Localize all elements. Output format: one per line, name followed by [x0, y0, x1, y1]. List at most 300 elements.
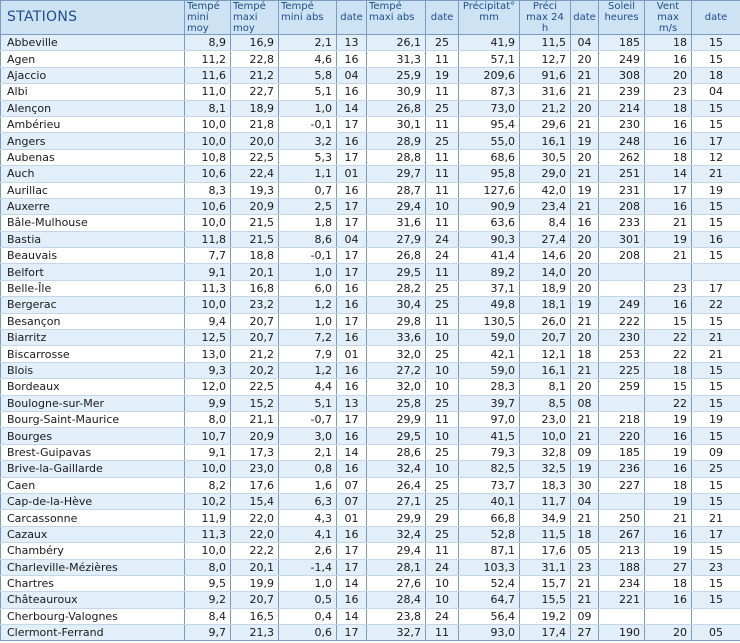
header-precip-max-24h: Préci max 24 h — [520, 1, 571, 35]
cell-temp-max-avg: 22,5 — [231, 379, 279, 395]
cell-sunshine-hours: 231 — [599, 182, 645, 198]
cell-sunshine-hours — [599, 493, 645, 509]
cell-temp-max-abs: 32,7 — [367, 625, 426, 641]
cell-wind-max: 17 — [645, 182, 692, 198]
cell-date-precip: 20 — [571, 100, 599, 116]
cell-date-precip: 21 — [571, 84, 599, 100]
table-row — [1, 510, 740, 526]
cell-precipitation: 59,0 — [459, 362, 520, 378]
header-sunshine: Soleil heures — [599, 1, 645, 35]
cell-date-max: 11 — [426, 264, 459, 280]
cell-sunshine-hours: 267 — [599, 526, 645, 542]
cell-sunshine-hours — [599, 264, 645, 280]
cell-station-name: Biscarrosse — [1, 346, 185, 362]
table-row — [1, 575, 740, 591]
cell-temp-max-avg: 22,4 — [231, 166, 279, 182]
cell-temp-min-avg: 10,0 — [185, 133, 231, 149]
cell-date-wind: 15 — [692, 575, 740, 591]
cell-date-wind: 15 — [692, 116, 740, 132]
cell-precipitation: 95,8 — [459, 166, 520, 182]
cell-wind-max: 21 — [645, 215, 692, 231]
cell-precipitation: 52,4 — [459, 575, 520, 591]
cell-temp-max-abs: 27,2 — [367, 362, 426, 378]
cell-precip-max-24h: 11,7 — [520, 493, 571, 509]
cell-date-precip: 04 — [571, 35, 599, 51]
cell-precipitation: 87,1 — [459, 543, 520, 559]
cell-precipitation: 103,3 — [459, 559, 520, 575]
cell-station-name: Ajaccio — [1, 67, 185, 83]
cell-sunshine-hours: 214 — [599, 100, 645, 116]
cell-precipitation: 93,0 — [459, 625, 520, 641]
cell-station-name: Besançon — [1, 313, 185, 329]
cell-date-min: 17 — [337, 198, 367, 214]
cell-precip-max-24h: 23,0 — [520, 411, 571, 427]
cell-date-precip: 27 — [571, 625, 599, 641]
cell-temp-max-abs: 32,0 — [367, 346, 426, 362]
cell-date-max: 11 — [426, 149, 459, 165]
cell-temp-min-avg: 8,4 — [185, 608, 231, 624]
cell-wind-max: 22 — [645, 395, 692, 411]
cell-temp-max-avg: 16,8 — [231, 280, 279, 296]
cell-sunshine-hours: 239 — [599, 84, 645, 100]
cell-temp-min-avg: 9,2 — [185, 592, 231, 608]
cell-date-min: 17 — [337, 625, 367, 641]
cell-precip-max-24h: 16,1 — [520, 362, 571, 378]
cell-temp-max-avg: 17,3 — [231, 444, 279, 460]
cell-temp-max-avg: 22,8 — [231, 51, 279, 67]
cell-station-name: Abbeville — [1, 35, 185, 51]
cell-date-max: 11 — [426, 166, 459, 182]
cell-date-wind: 19 — [692, 411, 740, 427]
cell-sunshine-hours: 262 — [599, 149, 645, 165]
cell-date-min: 17 — [337, 313, 367, 329]
cell-temp-min-avg: 11,8 — [185, 231, 231, 247]
cell-date-wind: 15 — [692, 395, 740, 411]
cell-date-max: 24 — [426, 248, 459, 264]
cell-date-wind: 15 — [692, 493, 740, 509]
cell-temp-max-avg: 20,1 — [231, 264, 279, 280]
cell-station-name: Bastia — [1, 231, 185, 247]
cell-date-min: 16 — [337, 592, 367, 608]
cell-sunshine-hours: 230 — [599, 116, 645, 132]
cell-temp-max-abs: 29,9 — [367, 510, 426, 526]
cell-temp-max-avg: 21,2 — [231, 67, 279, 83]
cell-temp-max-avg: 20,7 — [231, 592, 279, 608]
cell-date-wind: 15 — [692, 313, 740, 329]
cell-date-min: 17 — [337, 543, 367, 559]
cell-precipitation: 127,6 — [459, 182, 520, 198]
cell-station-name: Cazaux — [1, 526, 185, 542]
cell-temp-max-abs: 27,6 — [367, 575, 426, 591]
cell-date-max: 25 — [426, 493, 459, 509]
cell-temp-min-avg: 10,0 — [185, 543, 231, 559]
cell-temp-max-abs: 23,8 — [367, 608, 426, 624]
cell-wind-max: 18 — [645, 100, 692, 116]
table-row — [1, 51, 740, 67]
cell-precipitation: 90,9 — [459, 198, 520, 214]
cell-station-name: Bergerac — [1, 297, 185, 313]
cell-date-precip: 18 — [571, 346, 599, 362]
cell-wind-max: 20 — [645, 67, 692, 83]
cell-precipitation: 39,7 — [459, 395, 520, 411]
cell-precipitation: 52,8 — [459, 526, 520, 542]
cell-precipitation: 97,0 — [459, 411, 520, 427]
cell-temp-min-abs: 1,0 — [279, 264, 337, 280]
cell-date-wind: 15 — [692, 362, 740, 378]
cell-precip-max-24h: 8,4 — [520, 215, 571, 231]
cell-temp-max-avg: 19,9 — [231, 575, 279, 591]
cell-sunshine-hours: 190 — [599, 625, 645, 641]
cell-date-precip: 21 — [571, 198, 599, 214]
cell-sunshine-hours: 259 — [599, 379, 645, 395]
cell-date-max: 11 — [426, 215, 459, 231]
table-row — [1, 395, 740, 411]
cell-date-precip: 20 — [571, 248, 599, 264]
cell-precip-max-24h: 26,0 — [520, 313, 571, 329]
cell-date-precip: 09 — [571, 444, 599, 460]
cell-precip-max-24h: 29,6 — [520, 116, 571, 132]
cell-sunshine-hours — [599, 608, 645, 624]
table-row — [1, 526, 740, 542]
cell-temp-min-abs: 7,2 — [279, 330, 337, 346]
cell-temp-max-avg: 22,7 — [231, 84, 279, 100]
cell-date-max: 10 — [426, 198, 459, 214]
header-temp-max-avg: Tempé maxi moy — [231, 1, 279, 35]
cell-wind-max: 18 — [645, 477, 692, 493]
cell-date-max: 11 — [426, 543, 459, 559]
cell-precipitation: 40,1 — [459, 493, 520, 509]
cell-temp-max-abs: 31,6 — [367, 215, 426, 231]
cell-temp-max-avg: 20,1 — [231, 559, 279, 575]
table-row — [1, 608, 740, 624]
cell-precipitation: 130,5 — [459, 313, 520, 329]
cell-precipitation: 73,0 — [459, 100, 520, 116]
cell-temp-min-abs: -1,4 — [279, 559, 337, 575]
cell-temp-max-avg: 15,4 — [231, 493, 279, 509]
cell-precipitation: 95,4 — [459, 116, 520, 132]
cell-wind-max: 15 — [645, 379, 692, 395]
cell-wind-max: 19 — [645, 231, 692, 247]
table-row — [1, 149, 740, 165]
cell-station-name: Boulogne-sur-Mer — [1, 395, 185, 411]
header-date-max: date — [426, 1, 459, 35]
cell-date-wind: 15 — [692, 379, 740, 395]
cell-temp-min-abs: 5,1 — [279, 395, 337, 411]
cell-temp-max-avg: 20,9 — [231, 198, 279, 214]
cell-temp-min-abs: 6,0 — [279, 280, 337, 296]
cell-precip-max-24h: 12,1 — [520, 346, 571, 362]
cell-wind-max: 14 — [645, 166, 692, 182]
cell-wind-max: 16 — [645, 428, 692, 444]
cell-station-name: Albi — [1, 84, 185, 100]
cell-date-min: 17 — [337, 264, 367, 280]
cell-date-precip: 20 — [571, 280, 599, 296]
cell-date-max: 25 — [426, 100, 459, 116]
table-row — [1, 166, 740, 182]
table-row — [1, 477, 740, 493]
cell-temp-max-abs: 25,9 — [367, 67, 426, 83]
cell-wind-max: 18 — [645, 149, 692, 165]
cell-station-name: Clermont-Ferrand — [1, 625, 185, 641]
cell-date-max: 25 — [426, 35, 459, 51]
cell-date-precip: 21 — [571, 116, 599, 132]
cell-date-min: 07 — [337, 493, 367, 509]
cell-sunshine-hours: 251 — [599, 166, 645, 182]
cell-date-precip: 20 — [571, 379, 599, 395]
cell-temp-max-avg: 21,5 — [231, 215, 279, 231]
cell-precipitation: 63,6 — [459, 215, 520, 231]
cell-date-max: 10 — [426, 379, 459, 395]
cell-precipitation: 64,7 — [459, 592, 520, 608]
cell-date-min: 16 — [337, 379, 367, 395]
table-row — [1, 346, 740, 362]
cell-wind-max: 16 — [645, 133, 692, 149]
cell-temp-min-abs: 1,1 — [279, 166, 337, 182]
cell-date-wind: 21 — [692, 330, 740, 346]
cell-date-max: 11 — [426, 84, 459, 100]
cell-temp-max-abs: 28,2 — [367, 280, 426, 296]
cell-temp-min-abs: 5,1 — [279, 84, 337, 100]
cell-precipitation: 56,4 — [459, 608, 520, 624]
cell-date-precip: 20 — [571, 264, 599, 280]
cell-date-max: 25 — [426, 444, 459, 460]
cell-temp-max-abs: 29,5 — [367, 428, 426, 444]
cell-precip-max-24h: 11,5 — [520, 35, 571, 51]
cell-precip-max-24h: 42,0 — [520, 182, 571, 198]
cell-date-wind — [692, 264, 740, 280]
cell-date-max: 10 — [426, 428, 459, 444]
cell-wind-max: 16 — [645, 116, 692, 132]
cell-date-precip: 20 — [571, 231, 599, 247]
cell-temp-min-abs: 0,4 — [279, 608, 337, 624]
cell-sunshine-hours: 227 — [599, 477, 645, 493]
cell-date-precip: 05 — [571, 543, 599, 559]
cell-date-wind: 15 — [692, 51, 740, 67]
table-row — [1, 625, 740, 641]
cell-wind-max: 16 — [645, 461, 692, 477]
cell-sunshine-hours: 308 — [599, 67, 645, 83]
cell-wind-max: 18 — [645, 362, 692, 378]
table-row — [1, 215, 740, 231]
cell-date-wind: 15 — [692, 477, 740, 493]
table-row — [1, 198, 740, 214]
cell-temp-min-abs: 4,4 — [279, 379, 337, 395]
cell-date-precip: 21 — [571, 428, 599, 444]
cell-wind-max: 16 — [645, 592, 692, 608]
cell-date-max: 24 — [426, 559, 459, 575]
cell-temp-min-abs: 6,3 — [279, 493, 337, 509]
cell-wind-max: 15 — [645, 313, 692, 329]
header-temp-min-avg: Tempé mini moy — [185, 1, 231, 35]
cell-temp-min-abs: 5,3 — [279, 149, 337, 165]
cell-precip-max-24h: 10,0 — [520, 428, 571, 444]
cell-date-min: 17 — [337, 248, 367, 264]
cell-temp-max-avg: 20,2 — [231, 362, 279, 378]
cell-temp-max-avg: 21,8 — [231, 116, 279, 132]
cell-date-min: 13 — [337, 395, 367, 411]
table-row — [1, 231, 740, 247]
cell-date-precip: 20 — [571, 51, 599, 67]
cell-temp-max-abs: 29,9 — [367, 411, 426, 427]
cell-temp-max-abs: 28,7 — [367, 182, 426, 198]
cell-precipitation: 73,7 — [459, 477, 520, 493]
cell-date-min: 16 — [337, 428, 367, 444]
table-row — [1, 248, 740, 264]
cell-temp-min-avg: 8,9 — [185, 35, 231, 51]
header-stations: STATIONS — [1, 1, 185, 35]
cell-date-precip: 21 — [571, 166, 599, 182]
cell-sunshine-hours: 220 — [599, 428, 645, 444]
cell-precip-max-24h: 23,4 — [520, 198, 571, 214]
cell-station-name: Chartres — [1, 575, 185, 591]
cell-temp-min-avg: 10,0 — [185, 215, 231, 231]
cell-date-min: 04 — [337, 231, 367, 247]
cell-date-min: 14 — [337, 100, 367, 116]
cell-station-name: Chambéry — [1, 543, 185, 559]
cell-precip-max-24h: 15,5 — [520, 592, 571, 608]
cell-wind-max: 16 — [645, 526, 692, 542]
cell-date-wind: 12 — [692, 149, 740, 165]
cell-precipitation: 28,3 — [459, 379, 520, 395]
cell-date-max: 25 — [426, 346, 459, 362]
cell-temp-max-avg: 20,7 — [231, 330, 279, 346]
cell-temp-max-abs: 25,8 — [367, 395, 426, 411]
cell-date-wind: 18 — [692, 67, 740, 83]
table-row — [1, 362, 740, 378]
cell-station-name: Ambérieu — [1, 116, 185, 132]
cell-date-wind: 15 — [692, 35, 740, 51]
cell-wind-max: 16 — [645, 297, 692, 313]
cell-wind-max — [645, 608, 692, 624]
cell-date-wind: 04 — [692, 84, 740, 100]
table-row — [1, 116, 740, 132]
cell-date-wind: 21 — [692, 346, 740, 362]
cell-date-max: 10 — [426, 330, 459, 346]
cell-temp-min-abs: 2,1 — [279, 35, 337, 51]
header-precipitation: Précipitat° mm — [459, 1, 520, 35]
cell-precip-max-24h: 15,7 — [520, 575, 571, 591]
cell-wind-max: 21 — [645, 248, 692, 264]
cell-temp-max-avg: 22,0 — [231, 510, 279, 526]
cell-temp-min-avg: 8,0 — [185, 559, 231, 575]
cell-date-min: 16 — [337, 362, 367, 378]
cell-date-max: 11 — [426, 625, 459, 641]
cell-sunshine-hours: 208 — [599, 248, 645, 264]
cell-temp-max-avg: 15,2 — [231, 395, 279, 411]
cell-temp-min-abs: 2,1 — [279, 444, 337, 460]
cell-station-name: Bourg-Saint-Maurice — [1, 411, 185, 427]
cell-precip-max-24h: 19,2 — [520, 608, 571, 624]
cell-date-wind: 17 — [692, 526, 740, 542]
cell-date-min: 16 — [337, 297, 367, 313]
cell-date-min: 16 — [337, 526, 367, 542]
cell-temp-min-abs: -0,1 — [279, 116, 337, 132]
cell-sunshine-hours: 236 — [599, 461, 645, 477]
cell-date-wind: 15 — [692, 543, 740, 559]
cell-station-name: Auch — [1, 166, 185, 182]
cell-date-wind — [692, 608, 740, 624]
cell-precip-max-24h: 32,8 — [520, 444, 571, 460]
cell-date-wind: 15 — [692, 248, 740, 264]
cell-precip-max-24h: 18,3 — [520, 477, 571, 493]
cell-temp-min-avg: 9,1 — [185, 264, 231, 280]
cell-temp-max-avg: 16,5 — [231, 608, 279, 624]
cell-temp-min-avg: 11,2 — [185, 51, 231, 67]
cell-precip-max-24h: 32,5 — [520, 461, 571, 477]
cell-date-precip: 19 — [571, 297, 599, 313]
cell-wind-max: 23 — [645, 280, 692, 296]
cell-temp-min-avg: 13,0 — [185, 346, 231, 362]
cell-date-min: 17 — [337, 559, 367, 575]
cell-precip-max-24h: 18,1 — [520, 297, 571, 313]
cell-sunshine-hours: 221 — [599, 592, 645, 608]
cell-date-max: 24 — [426, 231, 459, 247]
table-row — [1, 280, 740, 296]
cell-wind-max: 19 — [645, 543, 692, 559]
cell-precipitation: 87,3 — [459, 84, 520, 100]
cell-wind-max: 19 — [645, 411, 692, 427]
table-row — [1, 133, 740, 149]
table-row — [1, 297, 740, 313]
cell-date-wind: 17 — [692, 133, 740, 149]
cell-temp-max-avg: 21,2 — [231, 346, 279, 362]
cell-temp-max-avg: 23,0 — [231, 461, 279, 477]
cell-station-name: Belle-Île — [1, 280, 185, 296]
cell-temp-max-abs: 27,9 — [367, 231, 426, 247]
cell-station-name: Aurillac — [1, 182, 185, 198]
cell-date-min: 16 — [337, 461, 367, 477]
cell-date-max: 25 — [426, 280, 459, 296]
cell-precipitation: 41,4 — [459, 248, 520, 264]
table-row — [1, 559, 740, 575]
table-row — [1, 67, 740, 83]
cell-date-min: 01 — [337, 346, 367, 362]
cell-temp-min-abs: 5,8 — [279, 67, 337, 83]
cell-date-max: 10 — [426, 592, 459, 608]
cell-temp-min-abs: 8,6 — [279, 231, 337, 247]
cell-precip-max-24h: 8,5 — [520, 395, 571, 411]
cell-wind-max: 23 — [645, 84, 692, 100]
cell-date-wind: 25 — [692, 461, 740, 477]
cell-date-min: 16 — [337, 84, 367, 100]
cell-sunshine-hours: 301 — [599, 231, 645, 247]
cell-date-wind: 22 — [692, 297, 740, 313]
cell-date-max: 10 — [426, 461, 459, 477]
cell-precipitation: 37,1 — [459, 280, 520, 296]
cell-temp-max-abs: 29,8 — [367, 313, 426, 329]
cell-precip-max-24h: 17,4 — [520, 625, 571, 641]
cell-temp-min-avg: 11,9 — [185, 510, 231, 526]
cell-precip-max-24h: 29,0 — [520, 166, 571, 182]
cell-date-max: 25 — [426, 395, 459, 411]
cell-date-max: 11 — [426, 116, 459, 132]
cell-date-min: 16 — [337, 133, 367, 149]
cell-temp-max-abs: 30,9 — [367, 84, 426, 100]
table-row — [1, 264, 740, 280]
cell-sunshine-hours: 249 — [599, 297, 645, 313]
cell-date-min: 01 — [337, 510, 367, 526]
cell-temp-max-abs: 27,1 — [367, 493, 426, 509]
cell-date-max: 10 — [426, 362, 459, 378]
cell-temp-max-abs: 29,4 — [367, 198, 426, 214]
cell-temp-min-abs: 2,5 — [279, 198, 337, 214]
cell-temp-min-avg: 9,5 — [185, 575, 231, 591]
cell-date-wind: 09 — [692, 444, 740, 460]
cell-temp-max-abs: 28,1 — [367, 559, 426, 575]
cell-temp-max-avg: 21,3 — [231, 625, 279, 641]
cell-date-min: 16 — [337, 182, 367, 198]
cell-temp-min-abs: 1,2 — [279, 297, 337, 313]
